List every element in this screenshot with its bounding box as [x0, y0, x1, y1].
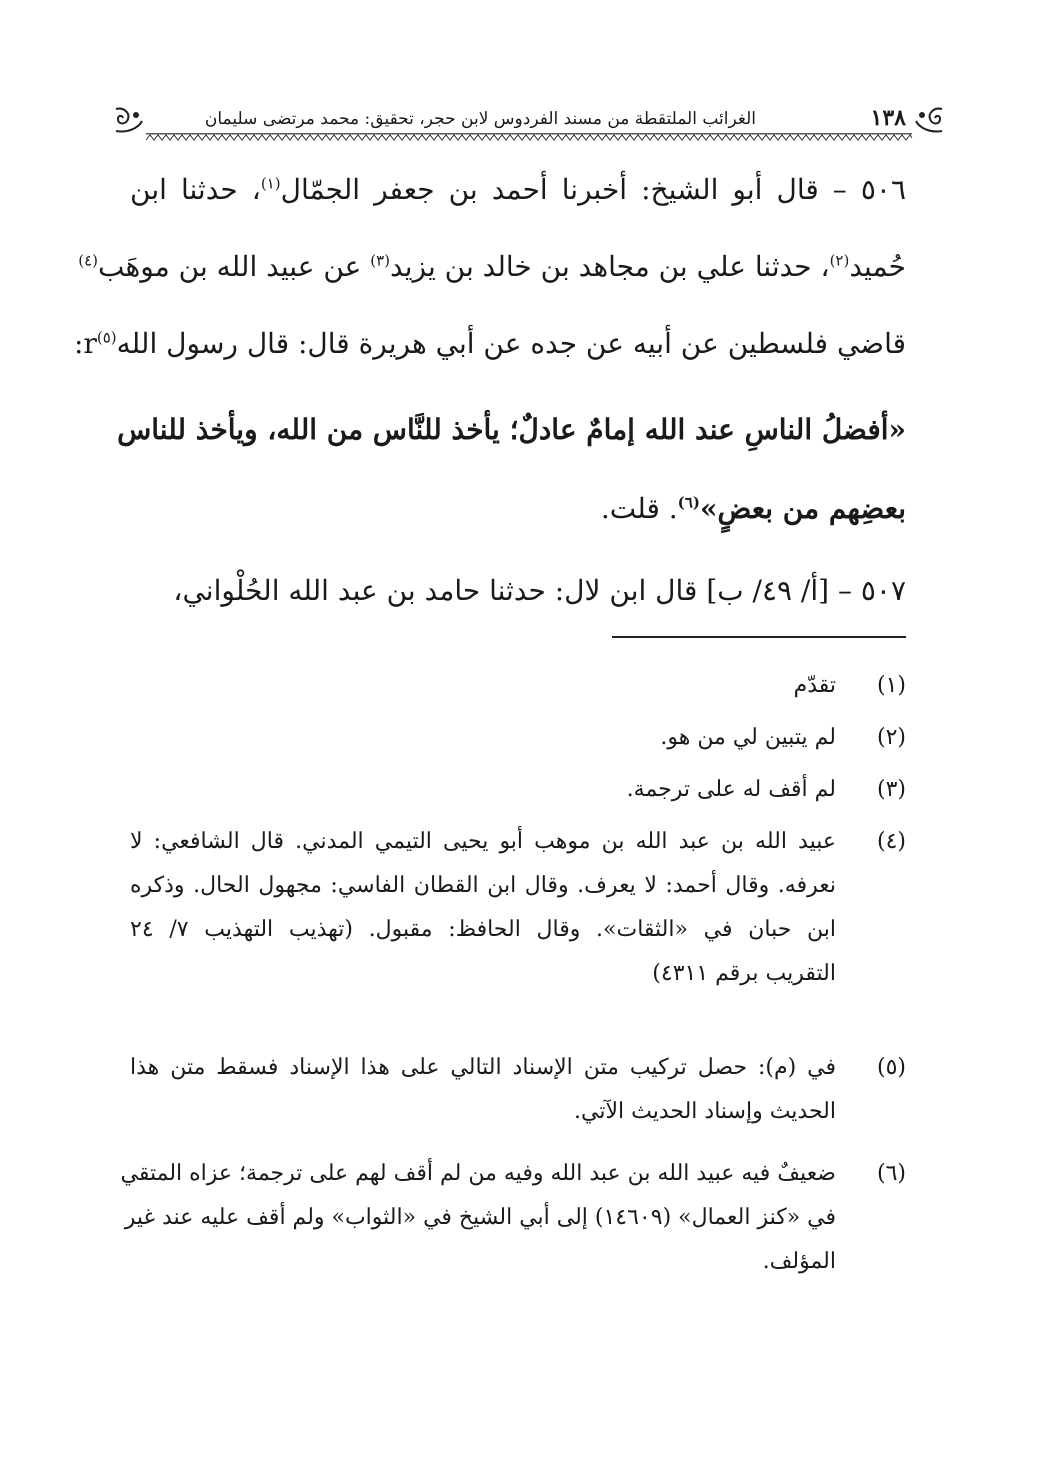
footnote-text: ضعيفٌ فيه عبيد الله بن عبد الله وفيه من لم أقف لهم على ترجمة؛ عزاه المتقي [120, 1161, 836, 1186]
page-number: ١٣٨ [870, 105, 906, 131]
hadith-506-line-3: قاضي فلسطين عن أبيه عن جده عن أبي هريرة قال: قال رسول الله$^{(٥)}$r: [74, 327, 906, 360]
footnote-3 [130, 768, 906, 812]
right-ornament-icon [912, 105, 946, 135]
footnote-text: التقريب برقم ٤٣١١) [652, 961, 836, 986]
footnote-text: في (م): حصل تركيب متن الإسناد التالي على هذا الإسناد فسقط متن هذا [130, 1055, 836, 1080]
footnote-text: لم يتبين لي من هو. [660, 725, 836, 750]
footnote-6 [120, 1152, 906, 1284]
footnote-number: (٤) [876, 829, 906, 854]
footnote-text: لم أقف له على ترجمة. [626, 777, 836, 802]
footnote-number: (٢) [876, 725, 906, 750]
footnote-ref-3[interactable]: (٣) [370, 251, 391, 270]
header-rule [146, 133, 912, 141]
footnote-text: في «كنز العمال» (١٤٦٠٩) إلى أبي الشيخ في «الثواب» ولم أقف عليه عند غير [124, 1205, 836, 1230]
footnote-ref-1[interactable]: (١) [260, 174, 281, 193]
footnote-number: (٣) [876, 777, 906, 802]
hadith-506-line-1: ٥٠٦ – قال أبو الشيخ: أخبرنا أحمد بن جعفر الجمّال$^{(١)}$، حدثنا ابن [130, 173, 906, 206]
header-title: الغرائب الملتقطة من مسند الفردوس لابن حجر، تحقيق: محمد مرتضى سليمان [204, 109, 756, 129]
footnote-divider [612, 636, 906, 638]
footnote-text: عبيد الله بن عبد الله بن موهب أبو يحيى التيمي المدني. قال الشافعي: لا [130, 829, 836, 854]
footnote-number: (٥) [876, 1055, 906, 1080]
footnote-ref-6[interactable]: (٦) [677, 493, 700, 512]
footnote-number: (٦) [876, 1161, 906, 1186]
footnote-5 [130, 1046, 906, 1134]
footnote-ref-4[interactable]: (٤) [78, 251, 98, 270]
hadith-506-matn-line-2: بعضِهم من بعضٍ»$^{(٦)}$. قلت. [600, 492, 906, 525]
footnote-4 [130, 820, 906, 996]
footnote-text: الحديث وإسناد الحديث الآتي. [574, 1099, 836, 1124]
footnote-1 [130, 664, 906, 708]
footnote-2 [130, 716, 906, 760]
footnote-text: ابن حبان في «الثقات». وقال الحافظ: مقبول. (تهذيب التهذيب ٧/ ٢٤ [130, 917, 837, 942]
footnote-ref-5[interactable]: (٥) [96, 328, 117, 347]
hadith-506-line-2: حُميد$^{(٢)}$، حدثنا علي بن مجاهد بن خالد بن يزيد$^{(٣)}$ عن عبيد الله بن موهَب$^{(٤)}$ [78, 250, 906, 283]
footnote-ref-2[interactable]: (٢) [829, 251, 850, 270]
left-ornament-icon [112, 105, 146, 135]
footnote-number: (١) [876, 673, 906, 698]
hadith-507-line-1: ٥٠٧ – [أ/ ٤٩/ ب] قال ابن لال: حدثنا حامد بن عبد الله الحُلْواني، [173, 574, 906, 607]
footnote-text: المؤلف. [762, 1249, 836, 1274]
footnote-text: نعرفه. وقال أحمد: لا يعرف. وقال ابن القطان الفاسي: مجهول الحال. وذكره [130, 873, 836, 898]
running-header [112, 103, 946, 143]
hadith-506-matn-line-1: «أفضلُ الناسِ عند الله إمامٌ عادلٌ؛ يأخذ للنَّاس من الله، ويأخذ للناس [117, 413, 906, 446]
footnote-text: تقدّم [793, 673, 836, 698]
